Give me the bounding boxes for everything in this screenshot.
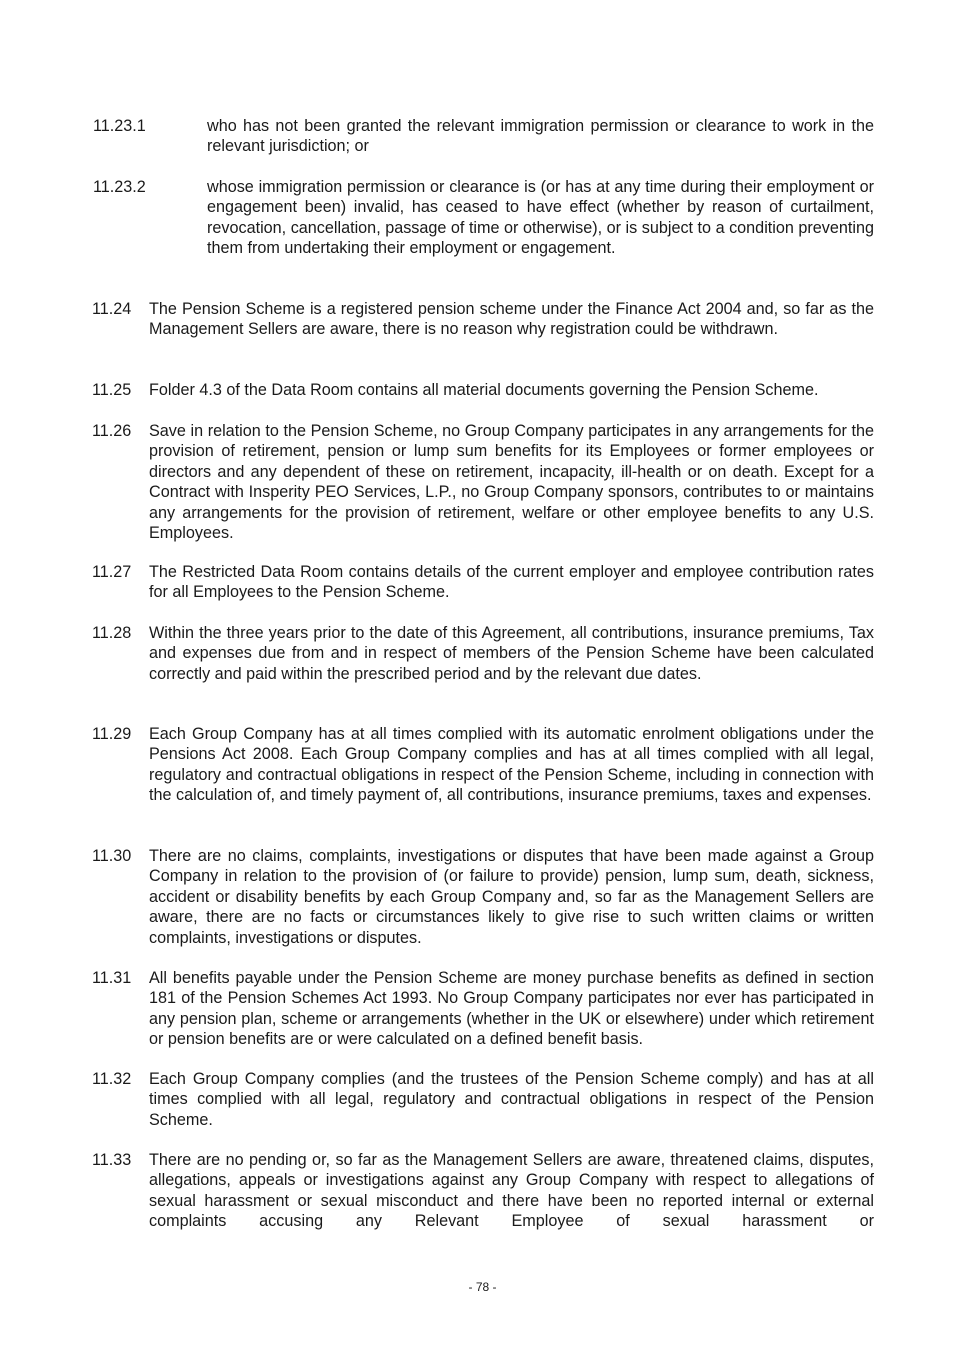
- subclause-number: 11.23.2: [93, 178, 146, 196]
- clause-11-29: [92, 724, 874, 806]
- subclause-text: who has not been granted the relevant immigration permission or clearance to work in the relevant jurisdiction; or: [207, 117, 874, 156]
- clause-11-27: [92, 562, 874, 603]
- subclause-text: whose immigration permission or clearance is (or has at any time during their employment or engagement been) invalid, has ceased to have effect (whether by reason of curtailment, revocation, cancellation, passage of time or otherwise), or is subject to a condition preventing them from undertaking their employment or engagement.: [207, 178, 874, 258]
- clause-number: 11.33: [92, 1151, 132, 1169]
- clause-text: Folder 4.3 of the Data Room contains all material documents governing the Pension Scheme.: [149, 381, 819, 399]
- clause-text: Save in relation to the Pension Scheme, no Group Company participates in any arrangements for the provision of retirement, pension or lump sum benefits for its Employees or former employees or directors and any dependent of these on retirement, incapacity, ill-health or on death. Except for a Contract with Insperity PEO Services, L.P., no Group Company sponsors, contributes to or maintains any arrangements for the provision of retirement, welfare or other employee benefits to any U.S. Employees.: [149, 422, 874, 543]
- clause-number: 11.30: [92, 847, 132, 865]
- clause-number: 11.31: [92, 969, 132, 987]
- clause-text: Each Group Company complies (and the trustees of the Pension Scheme comply) and has at all times complied with all legal, regulatory and contractual obligations in respect of the Pension Scheme.: [149, 1070, 874, 1129]
- clause-11-26: [92, 421, 874, 543]
- clause-text: Each Group Company has at all times complied with its automatic enrolment obligations under the Pensions Act 2008. Each Group Company complies and has at all times complied with all legal, regulatory and contractual obligations in respect of the Pension Scheme, including in connection with the calculation of, and timely payment of, all contributions, insurance premiums, taxes and expenses.: [149, 725, 874, 805]
- subclause-number: 11.23.1: [93, 117, 146, 135]
- clause-number: 11.26: [92, 422, 132, 440]
- clause-text: There are no claims, complaints, investigations or disputes that have been made against a Group Company in relation to the provision of (or failure to provide) pension, lump sum, death, sickness, accident or disability benefits by each Group Company and, so far as the Management Sellers are aware, there are no facts or circumstances likely to give rise to such written claims or written complaints, investigations or disputes.: [149, 847, 874, 947]
- subclause-11-23-2: [93, 177, 874, 259]
- clause-text: The Restricted Data Room contains details of the current employer and employee contribution rates for all Employees to the Pension Scheme.: [149, 563, 874, 602]
- subclause-11-23-1: [93, 116, 874, 157]
- clause-number: 11.32: [92, 1070, 132, 1088]
- clause-11-28: [92, 623, 874, 684]
- clause-number: 11.29: [92, 725, 132, 743]
- clause-11-31: [92, 968, 874, 1050]
- clause-number: 11.27: [92, 563, 132, 581]
- clause-number: 11.24: [92, 300, 132, 318]
- clause-11-30: [92, 846, 874, 948]
- clause-text: All benefits payable under the Pension Scheme are money purchase benefits as defined in section 181 of the Pension Schemes Act 1993. No Group Company participates nor ever has participated in any pension plan, scheme or arrangements (whether in the UK or elsewhere) under which retirement or pension benefits are or were calculated on a defined benefit basis.: [149, 969, 874, 1049]
- clause-text: Within the three years prior to the date of this Agreement, all contributions, insurance premiums, Tax and expenses due from and in respect of members of the Pension Scheme have been calculated correctly and paid within the prescribed period and by the relevant due dates.: [149, 624, 874, 683]
- clause-11-33: [92, 1150, 874, 1232]
- clause-11-25: [92, 380, 874, 400]
- clause-text: The Pension Scheme is a registered pension scheme under the Finance Act 2004 and, so far as the Management Sellers are aware, there is no reason why registration could be withdrawn.: [149, 300, 874, 339]
- clause-text: There are no pending or, so far as the Management Sellers are aware, threatened claims, disputes, allegations, appeals or investigations against any Group Company with respect to allegations of sexual harassment or sexual misconduct and there have been no reported internal or external complaints accusing any Relevant Employee of sexual harassment or: [149, 1151, 874, 1231]
- clause-11-24: [92, 299, 874, 340]
- clause-number: 11.25: [92, 381, 132, 399]
- clause-11-32: [92, 1069, 874, 1130]
- clause-number: 11.28: [92, 624, 132, 642]
- page-number: - 78 -: [468, 1280, 497, 1294]
